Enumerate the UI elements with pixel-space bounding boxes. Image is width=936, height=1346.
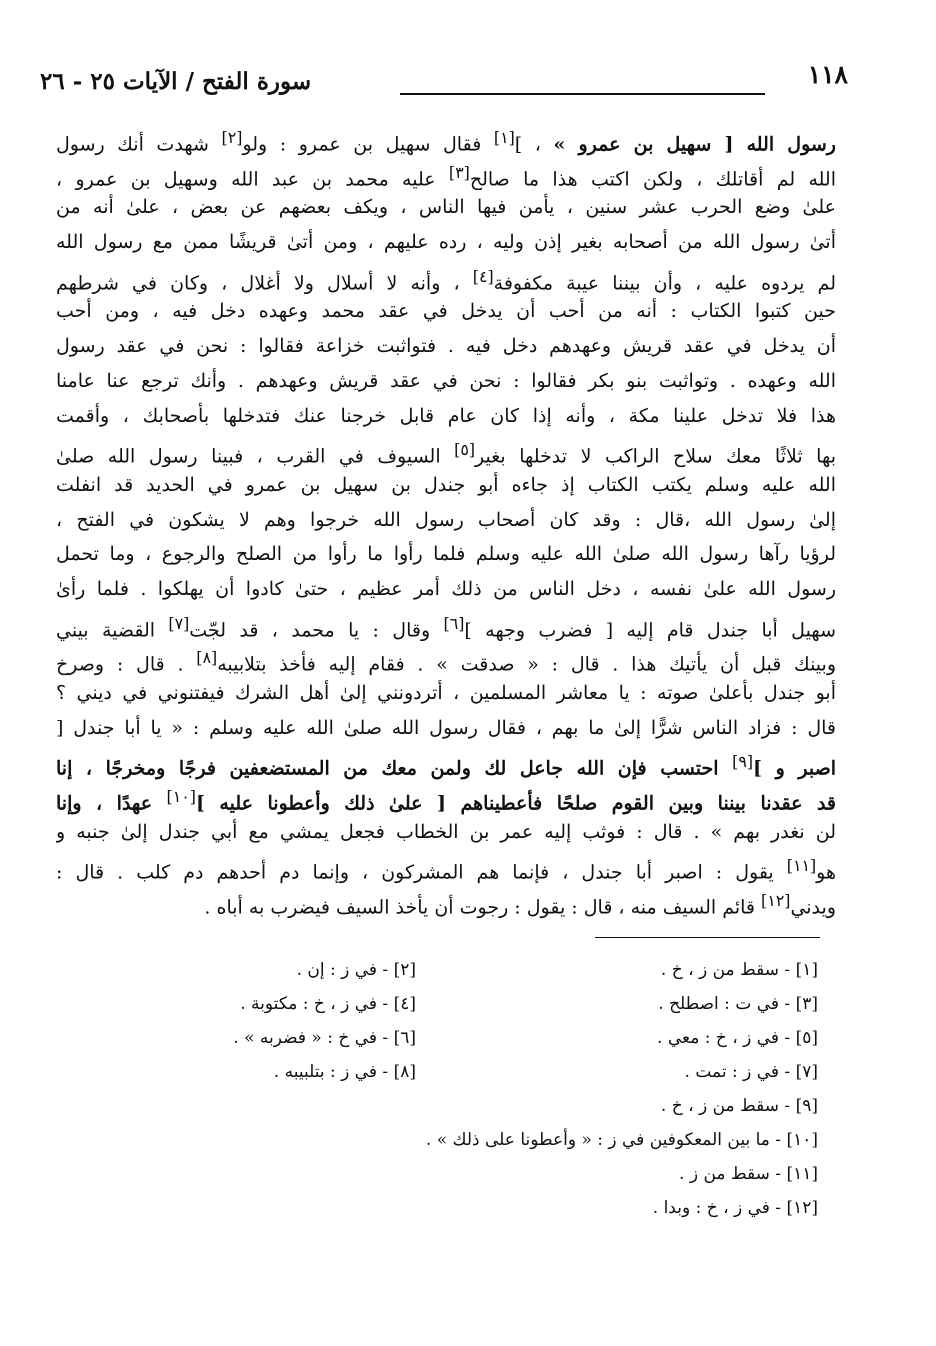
footnote-rule <box>595 937 820 938</box>
text-line: لن نغدر بهم » . قال : فوثب إليه عمر بن الخطاب فجعل يمشي مع أبي جندل إلىٰ جنبه و <box>56 820 836 843</box>
footnote-ref: [٢] <box>221 128 243 147</box>
footnote-text: - في ز : تمت . <box>684 1062 796 1082</box>
text-line <box>56 121 836 156</box>
footnote-item <box>657 1021 818 1055</box>
footnote-number: [١] <box>795 960 818 980</box>
footnote-ref: [٣] <box>448 162 470 182</box>
footnote-ref: [١٢] <box>761 891 791 911</box>
footnote-ref: [٨] <box>196 648 218 668</box>
text-segment: اصبر و ] <box>753 757 836 780</box>
text-line <box>56 433 836 468</box>
text-segment: بها ثلاثًا معك سلاح الراكب لا تدخلها بغير <box>475 445 836 468</box>
footnote-number: [٦] <box>393 1028 416 1048</box>
footnote-item <box>233 1021 416 1055</box>
footnote-text: - في ز ، خ : وبدا . <box>652 1198 787 1218</box>
text-line: الله عليه وسلم يكتب الكتاب إذ جاءه أبو جندل بن سهيل بن عمرو في الحديد قد انفلت <box>56 473 836 496</box>
footnote-item <box>679 1157 818 1191</box>
text-segment: لم يردوه عليه ، وأن بيننا عيبة مكفوفة <box>493 272 836 295</box>
footnotes <box>0 953 936 1243</box>
footnote-item <box>658 987 818 1021</box>
footnote-text: - في ت : اصطلح . <box>658 994 796 1014</box>
footnote-ref: [٧] <box>168 613 190 633</box>
bold-phrase: رسول الله [ سهيل بن عمرو » <box>553 133 836 156</box>
text-segment: وبينك قبل أن يأتيك هذا . قال : « صدقت » . فقام إليه فأخذ بتلابيبه <box>217 653 836 676</box>
text-line <box>56 849 836 884</box>
footnote-ref: [١٠] <box>166 787 196 807</box>
footnote-number: [٣] <box>795 994 818 1014</box>
footnote-number: [٨] <box>393 1062 416 1082</box>
footnote-item <box>661 1089 818 1123</box>
footnote-item <box>685 1055 818 1089</box>
page-title: سورة الفتح / الآيات ٢٥ - ٢٦ <box>40 68 312 95</box>
text-line: لرؤيا رآها رسول الله صلىٰ الله عليه وسلم فلما رأوا ما رأوا من الصلح والرجوع ، وما تحمل <box>56 543 836 566</box>
page-number: ١١٨ <box>807 60 848 89</box>
footnote-text: - في خ : « فضربه » . <box>233 1028 394 1048</box>
text-segment: وقال : يا محمد ، قد لجّت <box>189 618 444 641</box>
text-line <box>56 884 836 919</box>
footnote-item <box>274 1055 416 1089</box>
text-line <box>56 607 836 642</box>
text-line <box>56 260 836 295</box>
footnote-text: - في ز ، خ : مكتوبة . <box>240 994 394 1014</box>
header-rule <box>400 93 765 95</box>
text-line <box>56 745 836 780</box>
text-line: أن يدخل في عقد قريش وعهدهم دخل فيه . فتواثبت خزاعة فقالوا : نحن في عقد رسول <box>56 335 836 358</box>
text-segment: ، وأنه لا أسلال ولا أغلال ، وكان في شرطهم <box>56 272 473 295</box>
text-segment: . قال : وصرخ <box>56 653 197 676</box>
text-segment: هو <box>816 861 836 884</box>
footnote-number: [٧] <box>795 1062 818 1082</box>
text-line: إلىٰ رسول الله ،قال : وقد كان أصحاب رسول الله خرجوا وهم لا يشكون في الفتح ، <box>56 508 836 531</box>
footnote-number: [١٠] <box>786 1130 818 1150</box>
footnote-text: - في ز : بتلبيبه . <box>273 1062 394 1082</box>
text-line: الله وعهده . وتواثبت بنو بكر فقالوا : نحن في عقد قريش وعهدهم . وأنك ترجع عنا عامنا <box>56 369 836 392</box>
text-line: قال : فزاد الناس شرًّا إلىٰ ما بهم ، فقال رسول الله صلىٰ الله عليه وسلم : « يا أبا جندل [ <box>56 716 836 739</box>
footnote-number: [١١] <box>786 1164 818 1184</box>
text-line: أتىٰ رسول الله من أصحابه بغير إذن وليه ، رده عليهم ، ومن أتىٰ قريشًا ممن مع رسول الله <box>56 231 836 254</box>
footnote-text: - سقط من ز ، خ . <box>660 960 796 980</box>
text-segment: احتسب فإن الله جاعل لك ولمن معك من المستضعفين فرجًا ومخرجًا ، إنا <box>56 757 733 780</box>
footnote-ref: [١١] <box>786 856 817 876</box>
footnote-item <box>653 1191 818 1225</box>
text-segment: عهدًا ، وإنا <box>56 792 167 815</box>
text-segment: يقول : اصبر أبا جندل ، فإنما هم المشركون ، وإنما دم أحدهم دم كلب . قال : <box>56 861 787 884</box>
text-line <box>56 156 836 191</box>
text-line: حين كتبوا الكتاب : أنه من أحب أن يدخل في عقد محمد وعهده دخل فيه ، ومن أحب <box>56 300 836 323</box>
text-segment: ، ] <box>514 133 554 156</box>
text-segment: قد عقدنا بيننا وبين القوم صلحًا فأعطيناهم [ علىٰ ذلك وأعطونا عليه ] <box>195 792 836 815</box>
footnote-ref: [١] <box>493 128 515 147</box>
footnote-number: [٥] <box>795 1028 818 1048</box>
text-segment: ويدني <box>790 896 836 919</box>
text-line <box>56 641 836 676</box>
footnote-ref: [٥] <box>454 440 476 460</box>
footnote-item <box>297 953 416 987</box>
text-segment: قائم السيف منه ، قال : يقول : رجوت أن يأخذ السيف فيضرب به أباه . <box>204 896 762 919</box>
text-segment: الله لم أقاتلك ، ولكن اكتب هذا ما صالح <box>469 168 836 191</box>
text-line: علىٰ وضع الحرب عشر سنين ، يأمن فيها الناس ، ويكف بعضهم عن بعض ، علىٰ أنه من <box>56 196 836 219</box>
text-line <box>56 780 836 815</box>
text-segment: القضية بيني <box>56 618 169 641</box>
footnote-ref: [٦] <box>443 613 465 633</box>
footnote-number: [٩] <box>795 1096 818 1116</box>
footnote-ref: [٩] <box>732 752 754 772</box>
footnote-number: [٢] <box>393 960 416 980</box>
text-segment: عليه محمد بن عبد الله وسهيل بن عمرو ، <box>56 168 449 191</box>
footnote-text: - في ز : إن . <box>296 960 394 980</box>
footnote-text: - ما بين المعكوفين في ز : « وأعطونا على ذلك » . <box>425 1130 787 1150</box>
text-line: هذا فلا تدخل علينا مكة ، وأنه إذا كان عام قابل خرجنا عنك فتدخلها بأصحابك ، وأقمت <box>56 404 836 427</box>
footnote-item <box>661 953 818 987</box>
text-segment: السيوف في القرب ، فبينا رسول الله صلىٰ <box>56 445 455 468</box>
body-text <box>56 121 836 919</box>
footnote-item <box>240 987 416 1021</box>
text-line: رسول الله علىٰ نفسه ، دخل الناس من ذلك أمر عظيم ، حتىٰ كادوا أن يهلكوا . فلما رأىٰ <box>56 577 836 600</box>
text-segment: سهيل أبا جندل قام إليه [ فضرب وجهه ] <box>464 618 836 641</box>
footnote-item <box>426 1123 818 1157</box>
footnote-number: [٤] <box>393 994 416 1014</box>
footnote-ref: [٤] <box>472 266 494 286</box>
text-line: أبو جندل بأعلىٰ صوته : يا معاشر المسلمين ، أتردونني إلىٰ أهل الشرك فيفتنوني في ديني ؟ <box>56 682 836 704</box>
footnote-text: - سقط من ز . <box>679 1164 787 1184</box>
footnote-text: - في ز ، خ : معي . <box>657 1028 796 1048</box>
text-segment: شهدت أنك رسول <box>56 133 222 156</box>
footnote-text: - سقط من ز ، خ . <box>660 1096 796 1116</box>
text-segment: فقال سهيل بن عمرو : ولو <box>242 133 494 156</box>
footnote-number: [١٢] <box>786 1198 818 1218</box>
